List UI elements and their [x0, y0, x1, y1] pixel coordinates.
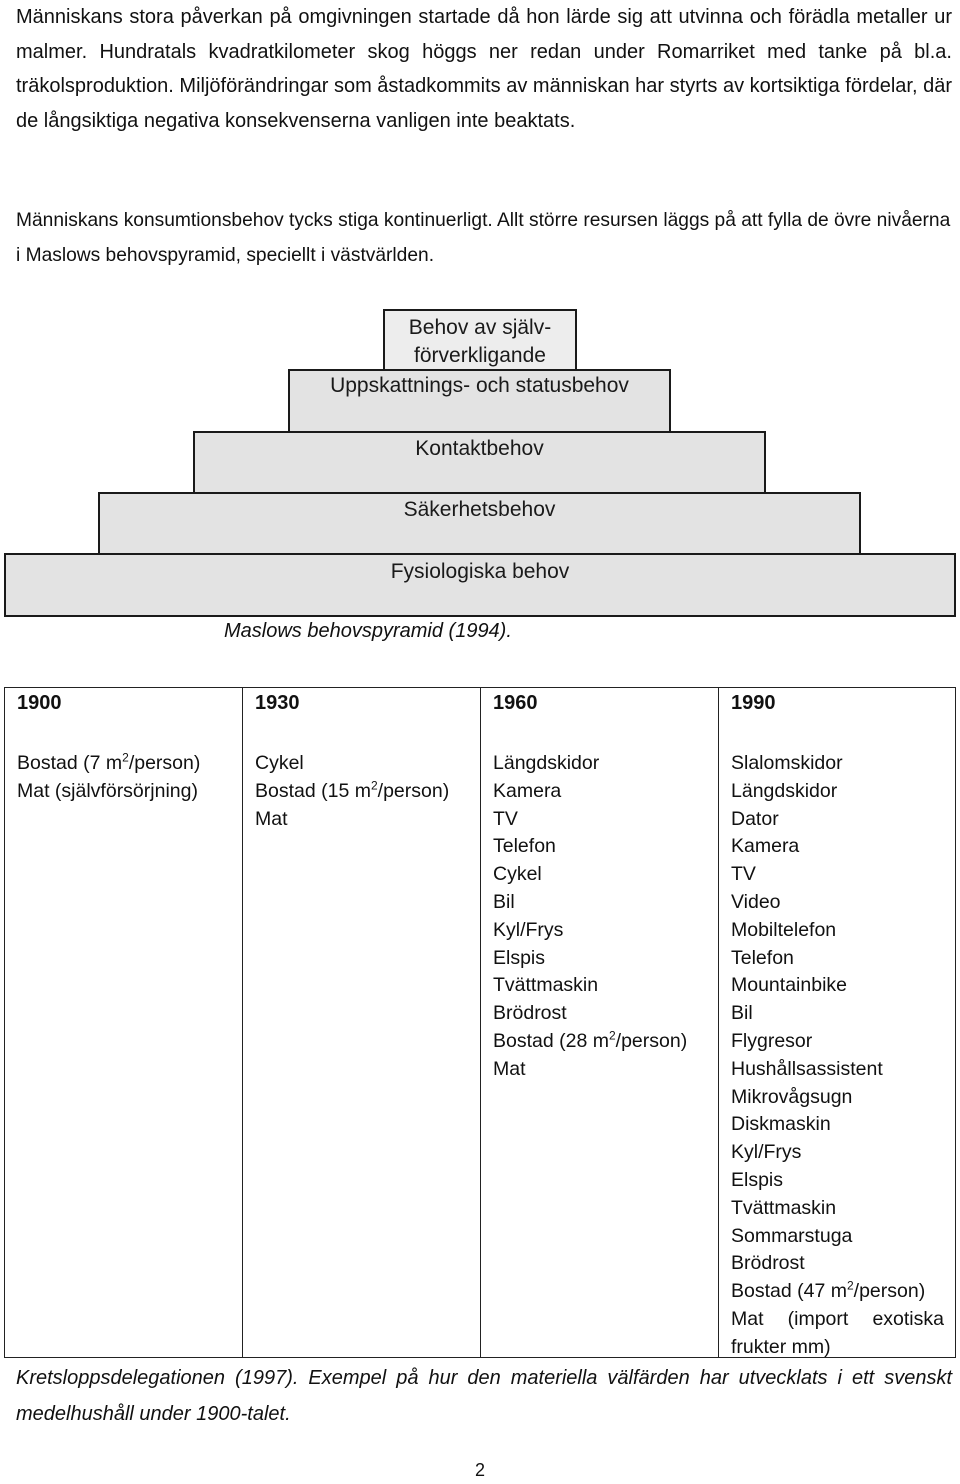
column-items [17, 750, 232, 806]
table-item: Bil [493, 890, 515, 913]
pyramid-level-self-actualization [383, 309, 577, 371]
table-item: Tvättmaskin [731, 1196, 837, 1219]
table-item: Mat (självförsörjning) [17, 779, 198, 802]
pyramid-level-esteem [288, 369, 671, 433]
table-item: Mobiltelefon [731, 918, 837, 941]
table-item: Dator [731, 807, 779, 830]
table-item: Slalomskidor [731, 752, 843, 774]
table-column [480, 688, 718, 1357]
table-item: Bil [731, 1002, 753, 1025]
table-item: Hushållsassistent [731, 1057, 883, 1080]
column-items [493, 750, 708, 1084]
column-year: 1960 [493, 692, 538, 714]
intro-paragraph: Människans stora påverkan på omgivningen startade då hon lärde sig att utvinna och förädla metaller ur malmer. Hundratals kvadratkilometer skog höggs ner redan under Romarriket med tanke på bl.a. träkolsproduktion. Miljöförändringar som åstadkommits av människan har styrts av kortsiktiga fördelar, där de långsiktiga negativa konsekvenserna vanligen inte beaktats. [16, 6, 952, 132]
column-year: 1990 [731, 692, 776, 714]
table-item: Längdskidor [493, 752, 600, 774]
table-item: Brödrost [493, 1002, 567, 1025]
table-item: Bostad (47 $m^2/person$) [731, 1278, 926, 1303]
table-item: Mat (import exotiska frukter mm) [731, 1307, 944, 1358]
pyramid-top-label: Behov av själv- förverkligande [408, 316, 552, 367]
table-item: Cykel [493, 863, 542, 886]
column-items [255, 750, 470, 833]
pyramid-level-label: Fysiologiska behov [390, 560, 570, 583]
pyramid-level-label: Säkerhetsbehov [403, 498, 556, 521]
table-item: TV [731, 863, 756, 886]
table-item: Telefon [731, 946, 794, 969]
table-item: TV [493, 807, 518, 830]
table-item: Sommarstuga [731, 1224, 853, 1247]
table-column [242, 688, 480, 1357]
table-item: Kyl/Frys [493, 918, 564, 941]
table-item: Elspis [731, 1168, 784, 1191]
page-number: 2 [474, 1460, 485, 1480]
table-item: Cykel [255, 752, 304, 774]
table-item: Mikrovågsugn [731, 1085, 853, 1108]
table-column [718, 688, 954, 1357]
table-item: Mat [255, 807, 288, 830]
column-year: 1900 [17, 692, 62, 714]
table-item: Kamera [493, 779, 562, 802]
table-item: Bostad (15 $m^2/person$) [255, 778, 450, 802]
table-item: Diskmaskin [731, 1113, 831, 1136]
pyramid-level-physiological [4, 553, 956, 617]
table-item: Flygresor [731, 1029, 813, 1052]
table-item: Telefon [493, 835, 556, 858]
pyramid-level-label: Kontaktbehov [415, 437, 544, 460]
pyramid-level-safety [98, 492, 861, 555]
table-item: Mat [493, 1057, 526, 1080]
column-year: 1930 [255, 692, 300, 714]
column-items [731, 750, 944, 1362]
table-item: Kamera [731, 835, 800, 858]
pyramid-caption: Maslows behovspyramid (1994). [224, 620, 512, 642]
pyramid-level-label: Uppskattnings- och statusbehov [330, 374, 629, 397]
table-column [5, 688, 242, 1357]
table-item: Brödrost [731, 1252, 805, 1275]
table-item: Kyl/Frys [731, 1141, 802, 1164]
table-item: Video [731, 890, 781, 913]
table-item: Mountainbike [731, 974, 847, 997]
table-item: Elspis [493, 946, 546, 969]
table-item: Tvättmaskin [493, 974, 599, 997]
table-item: Bostad (28 $m^2/person$) [493, 1028, 688, 1052]
table-caption: Kretsloppsdelegationen (1997). Exempel på hur den materiella välfärden har utvecklats i ett svenskt medelhushåll under 1900-talet. [16, 1367, 952, 1425]
table-item: Längdskidor [731, 779, 838, 802]
consumption-paragraph: Människans konsumtionsbehov tycks stiga kontinuerligt. Allt större resursen läggs på att fylla de övre nivåerna i Maslows behovspyramid, speciellt i västvärlden. [16, 210, 951, 266]
household-consumption-table [4, 687, 956, 1358]
table-item: Bostad (7 $m^2/person$) [17, 750, 201, 774]
pyramid-level-social [193, 431, 766, 494]
